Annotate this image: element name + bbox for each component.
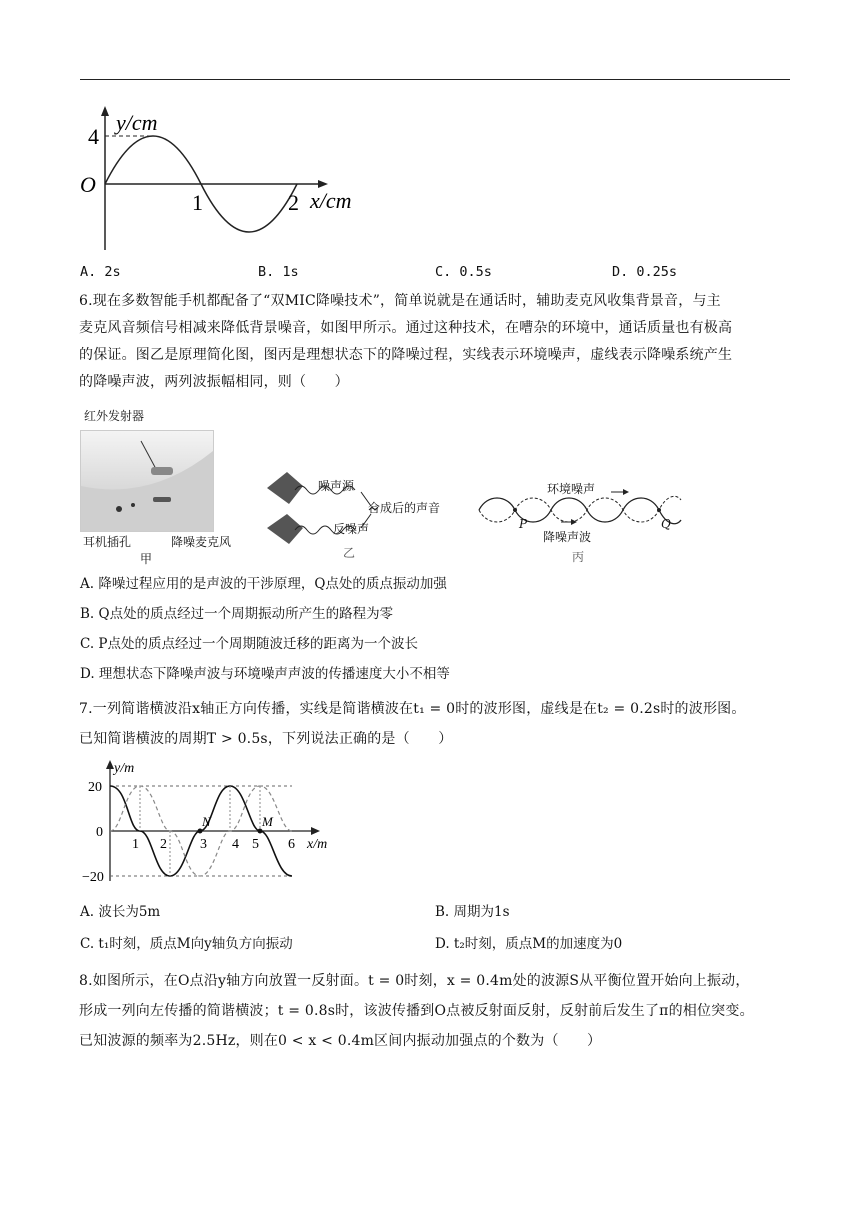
wave-graph-q7 <box>80 756 340 886</box>
q5-option-a: A. 2s <box>80 264 121 280</box>
label-m: M <box>262 814 273 829</box>
x-tick-4: 4 <box>232 837 239 852</box>
fig-bing-label-ambient: 环境噪声 <box>547 482 596 496</box>
fig-jia-left-label: 耳机插孔 <box>83 535 132 549</box>
fig-jia-top-label: 红外发射器 <box>84 409 145 423</box>
fig-jia-caption: 甲 <box>140 552 153 566</box>
point-p <box>513 508 517 512</box>
x-tick-1: 1 <box>132 837 139 852</box>
q5-option-d: D. 0.25s <box>612 264 678 280</box>
x-tick-2: 2 <box>160 837 167 852</box>
fig-bing-point-p: P <box>519 517 528 531</box>
x-tick-2: 2 <box>288 190 299 215</box>
label-n: N <box>202 814 211 829</box>
q8-stem <box>79 966 799 1056</box>
fig-bing-label-anti: 降噪声波 <box>543 530 592 544</box>
q8-stem-line: 已知波源的频率为2.5Hz，则在0 < x < 0.4m区间内振动加强点的个数为（ ） <box>79 1033 602 1049</box>
q8-stem-line: 形成一列向左传播的简谐横波；t = 0.8s时，该波传播到O点被反射面反射，反射前后发生了π的相位突变。 <box>79 1003 754 1019</box>
fig-bing-caption: 丙 <box>572 550 585 564</box>
x-tick-6: 6 <box>288 837 295 852</box>
x-axis-arrow <box>318 180 328 188</box>
q6-stem-line: 的降噪声波，两列波振幅相同，则（ ） <box>79 374 349 390</box>
point-n <box>198 829 203 834</box>
q7-stem-line: 已知简谐横波的周期T > 0.5s，下列说法正确的是（ ） <box>79 731 453 747</box>
y-tick-0: 0 <box>96 825 103 840</box>
origin-label: O <box>80 172 96 197</box>
q5-option-c: C. 0.5s <box>435 264 492 280</box>
q6-stem <box>79 288 799 396</box>
x-axis-label: x/m <box>307 837 328 852</box>
point-q <box>657 508 661 512</box>
point-m <box>258 829 263 834</box>
fig-yi-label-anti-noise: 反噪声 <box>333 522 370 536</box>
fig-jia-right-label: 降噪麦克风 <box>171 535 232 549</box>
y-tick-4: 4 <box>88 124 99 149</box>
x-tick-3: 3 <box>200 837 207 852</box>
q6-option-a: A. 降噪过程应用的是声波的干涉原理，Q点处的质点振动加强 <box>80 576 447 592</box>
q6-option-d: D. 理想状态下降噪声波与环境噪声声波的传播速度大小不相等 <box>80 666 450 682</box>
speaker-icon <box>267 514 303 544</box>
wave-graph-q5 <box>78 100 378 260</box>
fig-yi-label-combined: 合成后的声音 <box>368 501 441 515</box>
q7-option-d: D. t₂时刻，质点M的加速度为0 <box>435 936 623 952</box>
fig-yi-label-noise-source: 噪声源 <box>318 479 355 493</box>
q6-stem-line: 6.现在多数智能手机都配备了“双MIC降噪技术”，简单说就是在通话时，辅助麦克风收集背景音，与主 <box>79 293 721 309</box>
phone-photo <box>80 430 214 532</box>
q6-stem-line: 麦克风音频信号相减来降低背景噪音，如图甲所示。通过这种技术，在嘈杂的环境中，通话质量也有极高 <box>79 320 733 336</box>
fig-bing-point-q: Q <box>661 517 671 531</box>
header-rule <box>80 79 790 80</box>
q6-option-c: C. P点处的质点经过一个周期随波迁移的距离为一个波长 <box>80 636 419 652</box>
y-axis-label: y/m <box>114 761 135 776</box>
speaker-icon <box>267 472 303 504</box>
q6-option-b: B. Q点处的质点经过一个周期振动所产生的路程为零 <box>80 606 394 622</box>
y-axis-arrow <box>101 106 109 116</box>
q7-option-b: B. 周期为1s <box>435 904 510 920</box>
q7-option-c: C. t₁时刻，质点M向y轴负方向振动 <box>80 936 293 952</box>
q8-stem-line: 8.如图所示，在O点沿y轴方向放置一反射面。t = 0时刻，x = 0.4m处的波源S从平衡位置开始向上振动， <box>79 973 750 989</box>
x-tick-5: 5 <box>252 837 259 852</box>
y-tick-20: 20 <box>88 780 102 795</box>
y-axis-label: y/cm <box>116 110 158 135</box>
q6-stem-line: 的保证。图乙是原理简化图，图丙是理想状态下的降噪过程，实线表示环境噪声，虚线表示降噪系统产生 <box>79 347 733 363</box>
q7-stem-line: 7.一列简谐横波沿x轴正方向传播，实线是简谐横波在t₁ = 0时的波形图，虚线是在t₂ = 0.2s时的波形图。 <box>79 701 746 717</box>
y-tick-neg20: −20 <box>82 870 104 885</box>
ambient-noise-wave <box>479 498 681 524</box>
fig-yi-caption: 乙 <box>343 546 356 560</box>
x-axis-label: x/cm <box>310 188 352 213</box>
q7-option-a: A. 波长为5m <box>80 904 161 920</box>
q5-option-b: B. 1s <box>258 264 299 280</box>
x-tick-1: 1 <box>192 190 203 215</box>
q7-stem <box>79 694 799 754</box>
